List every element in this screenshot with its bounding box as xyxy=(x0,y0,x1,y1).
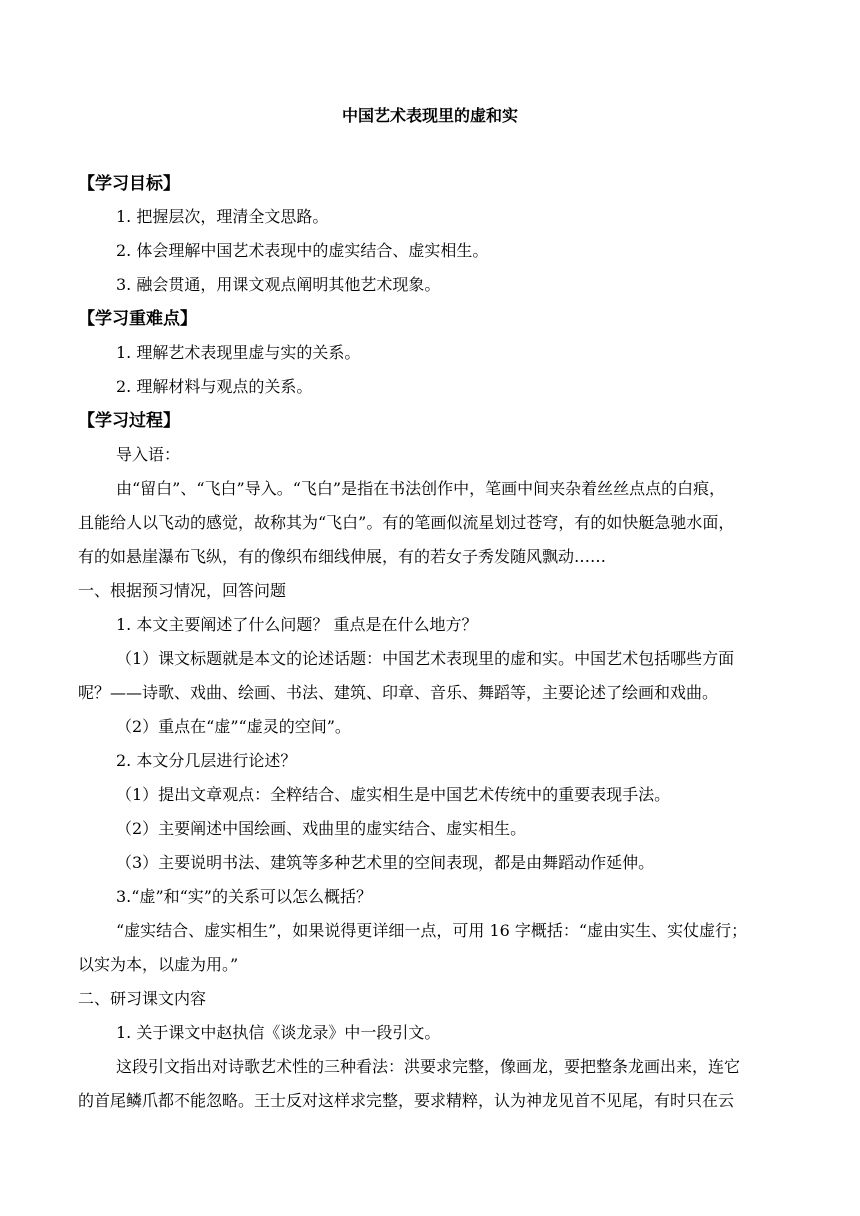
answer-2-1: （1）提出文章观点：全粹结合、虚实相生是中国艺术传统中的重要表现手法。 xyxy=(116,785,671,804)
answer-2-3: （3）主要说明书法、建筑等多种艺术里的空间表现，都是由舞蹈动作延伸。 xyxy=(116,853,655,872)
objective-item-3: 3. 融会贯通，用课文观点阐明其他艺术现象。 xyxy=(116,275,441,294)
intro-line-3: 有的如悬崖瀑布飞纵，有的像织布细线伸展，有的若女子秀发随风飘动…… xyxy=(78,547,607,566)
answer-3-line-2: 以实为本，以虚为用。” xyxy=(78,955,239,974)
key-point-item-1: 1. 理解艺术表现里虚与实的关系。 xyxy=(116,343,361,362)
question-2: 2. 本文分几层进行论述？ xyxy=(116,751,297,770)
answer-2-2: （2）主要阐述中国绘画、戏曲里的虚实结合、虚实相生。 xyxy=(116,819,527,838)
answer-1-1-line-2: 呢？——诗歌、戏曲、绘画、书法、建筑、印章、音乐、舞蹈等，主要论述了绘画和戏曲。 xyxy=(78,683,719,702)
key-points-heading: 【学习重难点】 xyxy=(78,309,197,329)
key-point-item-2: 2. 理解材料与观点的关系。 xyxy=(116,377,313,396)
answer-3-line-1: “虚实结合、虚实相生”，如果说得更详细一点，可用 16 字概括：“虚由实生、实仗虚行； xyxy=(116,921,748,940)
section-2-heading: 二、研习课文内容 xyxy=(78,989,207,1008)
process-heading: 【学习过程】 xyxy=(78,411,180,431)
intro-line-1: 由“留白”、“飞白”导入。“飞白”是指在书法创作中，笔画中间夹杂着丝丝点点的白痕， xyxy=(116,479,726,498)
section-2-text-line-2: 的首尾鳞爪都不能忽略。王士反对这样求完整，要求精粹，认为神龙见首不见尾，有时只在云 xyxy=(78,1091,735,1110)
objective-item-1: 1. 把握层次，理清全文思路。 xyxy=(116,207,329,226)
document-title: 中国艺术表现里的虚和实 xyxy=(341,106,518,125)
question-1: 1. 本文主要阐述了什么问题？ 重点是在什么地方？ xyxy=(116,615,478,634)
question-3: 3.“虚”和“实”的关系可以怎么概括？ xyxy=(116,887,372,906)
section-1-heading: 一、根据预习情况，回答问题 xyxy=(78,581,287,600)
objectives-heading: 【学习目标】 xyxy=(78,174,180,194)
section-2-item-1: 1. 关于课文中赵执信《谈龙录》中一段引文。 xyxy=(116,1023,441,1042)
answer-1-1-line-1: （1）课文标题就是本文的论述话题：中国艺术表现里的虚和实。中国艺术包括哪些方面 xyxy=(116,649,735,668)
answer-1-2: （2）重点在“虚”“虚灵的空间”。 xyxy=(116,717,351,736)
objective-item-2: 2. 体会理解中国艺术表现中的虚实结合、虚实相生。 xyxy=(116,241,489,260)
intro-label: 导入语： xyxy=(116,445,181,464)
intro-line-2: 且能给人以飞动的感觉，故称其为“飞白”。有的笔画似流星划过苍穹，有的如快艇急驰水面， xyxy=(78,513,735,532)
section-2-text-line-1: 这段引文指出对诗歌艺术性的三种看法：洪要求完整，像画龙，要把整条龙画出来，连它 xyxy=(116,1057,741,1076)
